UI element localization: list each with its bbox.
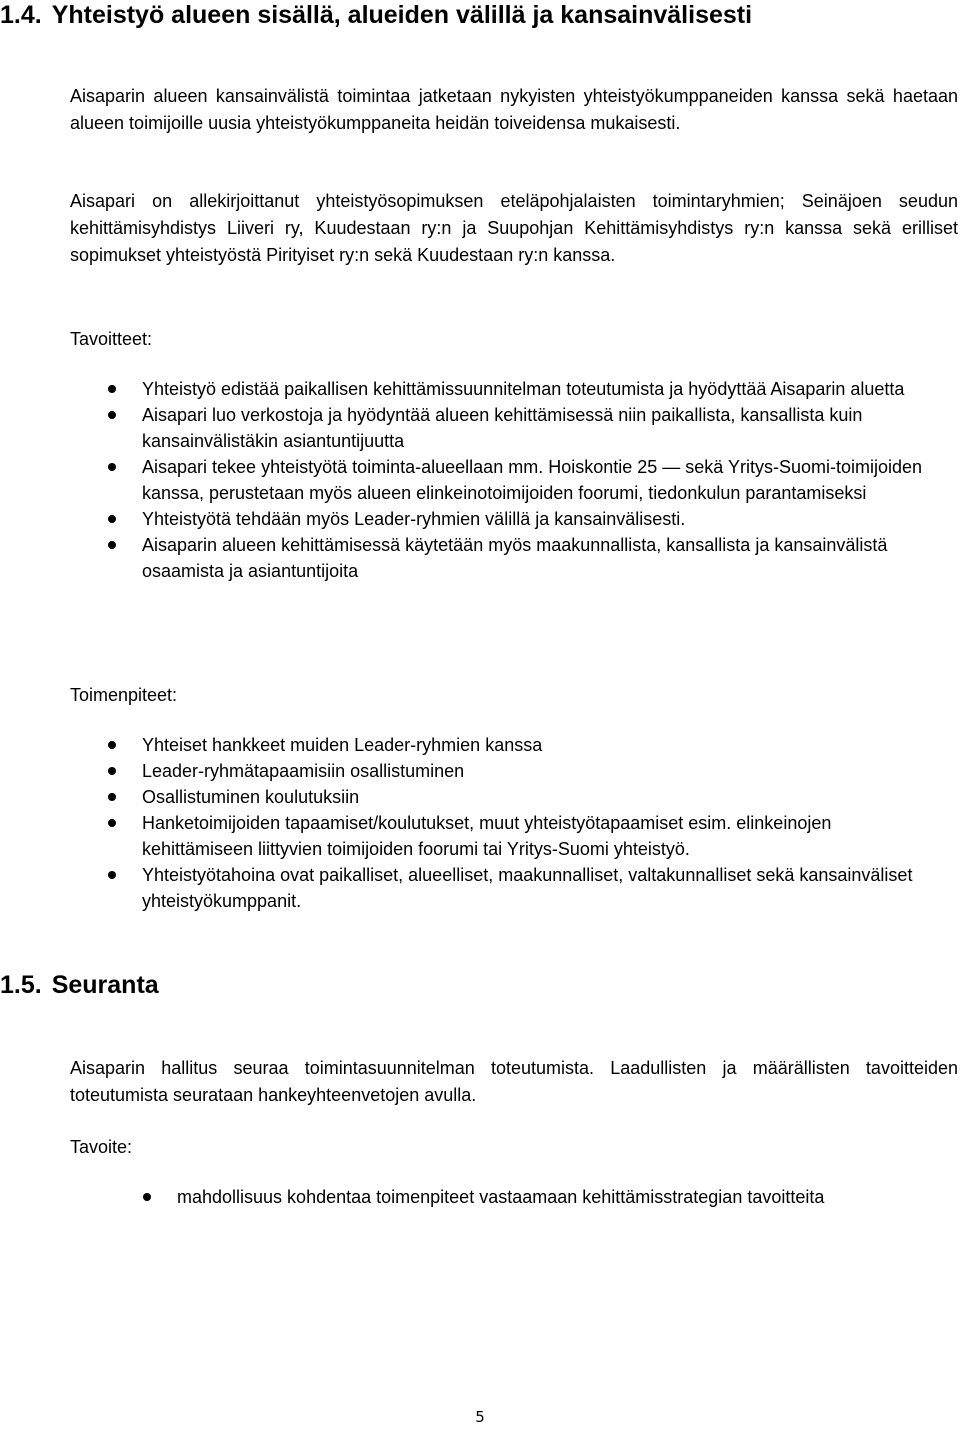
bullet-icon	[108, 793, 116, 801]
section-heading-1-4	[0, 0, 752, 30]
list-item	[142, 454, 932, 506]
intro-paragraph-1: Aisaparin alueen kansainvälistä toimintaa jatketaan nykyisten yhteistyökumppaneiden kanssa sekä haetaan alueen toimijoille uusia yhteistyökumppaneita heidän toiveidensa mukaisesti.	[70, 86, 958, 133]
list-item	[142, 732, 942, 758]
bullet-icon	[143, 1193, 151, 1201]
list-item-text: Aisapari tekee yhteistyötä toiminta-alueellaan mm. Hoiskontie 25 — sekä Yritys-Suomi-toimijoiden kanssa, perustetaan myös alueen elinkeinotoimijoiden foorumi, tiedonkulun parantamiseksi	[142, 457, 923, 503]
list-item	[142, 506, 932, 532]
bullet-icon	[108, 541, 116, 549]
bullet-icon	[108, 871, 116, 879]
section-title: Seuranta	[51, 971, 159, 999]
list-item	[142, 758, 942, 784]
tavoite-label: Tavoite:	[70, 1137, 133, 1157]
bullet-icon	[108, 385, 116, 393]
intro-paragraph-2: Aisapari on allekirjoittanut yhteistyösopimuksen eteläpohjalaisten toimintaryhmien; Seinäjoen seudun kehittämisyhdistys Liiveri ry, Kuudestaan ry:n ja Suupohjan Kehittämisyhdistys ry:n kanssa sekä erilliset sopimukset yhteistyöstä Pirityiset ry:n sekä Kuudestaan ry:n kanssa.	[70, 191, 958, 265]
section-number: 1.4.	[0, 1, 42, 29]
bullet-icon	[108, 411, 116, 419]
list-item-text: Hanketoimijoiden tapaamiset/koulutukset, muut yhteistyötapaamiset esim. elinkeinojen kehittämiseen liittyvien toimijoiden foorumi tai Yritys-Suomi yhteistyö.	[142, 813, 832, 859]
tavoitteet-label: Tavoitteet:	[70, 329, 153, 349]
list-item-text: Yhteiset hankkeet muiden Leader-ryhmien kanssa	[142, 735, 543, 755]
bullet-icon	[108, 741, 116, 749]
list-item-text: Yhteistyötä tehdään myös Leader-ryhmien välillä ja kansainvälisesti.	[142, 509, 686, 529]
list-item-text: Aisaparin alueen kehittämisessä käytetään myös maakunnallista, kansallista ja kansainvälistä osaamista ja asiantuntijoita	[142, 535, 888, 581]
page-number: 5	[475, 1408, 485, 1426]
bullet-icon	[108, 819, 116, 827]
section-number: 1.5.	[0, 971, 42, 999]
section-heading-1-5	[0, 970, 159, 1000]
section-title: Yhteistyö alueen sisällä, alueiden välillä ja kansainvälisesti	[51, 1, 753, 29]
list-item	[142, 862, 942, 914]
seuranta-paragraph: Aisaparin hallitus seuraa toimintasuunnitelman toteutumista. Laadullisten ja määrällisten tavoitteiden toteutumista seurataan hankeyhteenvetojen avulla.	[70, 1058, 958, 1105]
list-item	[142, 402, 932, 454]
list-item-text: Osallistuminen koulutuksiin	[142, 787, 360, 807]
list-item-text: mahdollisuus kohdentaa toimenpiteet vastaamaan kehittämisstrategian tavoitteita	[177, 1187, 825, 1207]
tavoite-list	[177, 1184, 897, 1210]
list-item	[177, 1184, 897, 1210]
bullet-icon	[108, 463, 116, 471]
list-item	[142, 784, 942, 810]
list-item-text: Aisapari luo verkostoja ja hyödyntää alueen kehittämisessä niin paikallista, kansallista kuin kansainvälistäkin asiantuntijuutta	[142, 405, 863, 451]
list-item	[142, 376, 932, 402]
bullet-icon	[108, 767, 116, 775]
list-item	[142, 532, 932, 584]
list-item-text: Leader-ryhmätapaamisiin osallistuminen	[142, 761, 465, 781]
list-item	[142, 810, 942, 862]
list-item-text: Yhteistyö edistää paikallisen kehittämissuunnitelman toteutumista ja hyödyttää Aisaparin aluetta	[142, 379, 905, 399]
tavoitteet-list	[142, 376, 932, 584]
toimenpiteet-label: Toimenpiteet:	[70, 685, 178, 705]
bullet-icon	[108, 515, 116, 523]
list-item-text: Yhteistyötahoina ovat paikalliset, alueelliset, maakunnalliset, valtakunnalliset sekä kansainväliset yhteistyökumppanit.	[142, 865, 913, 911]
toimenpiteet-list	[142, 732, 942, 914]
